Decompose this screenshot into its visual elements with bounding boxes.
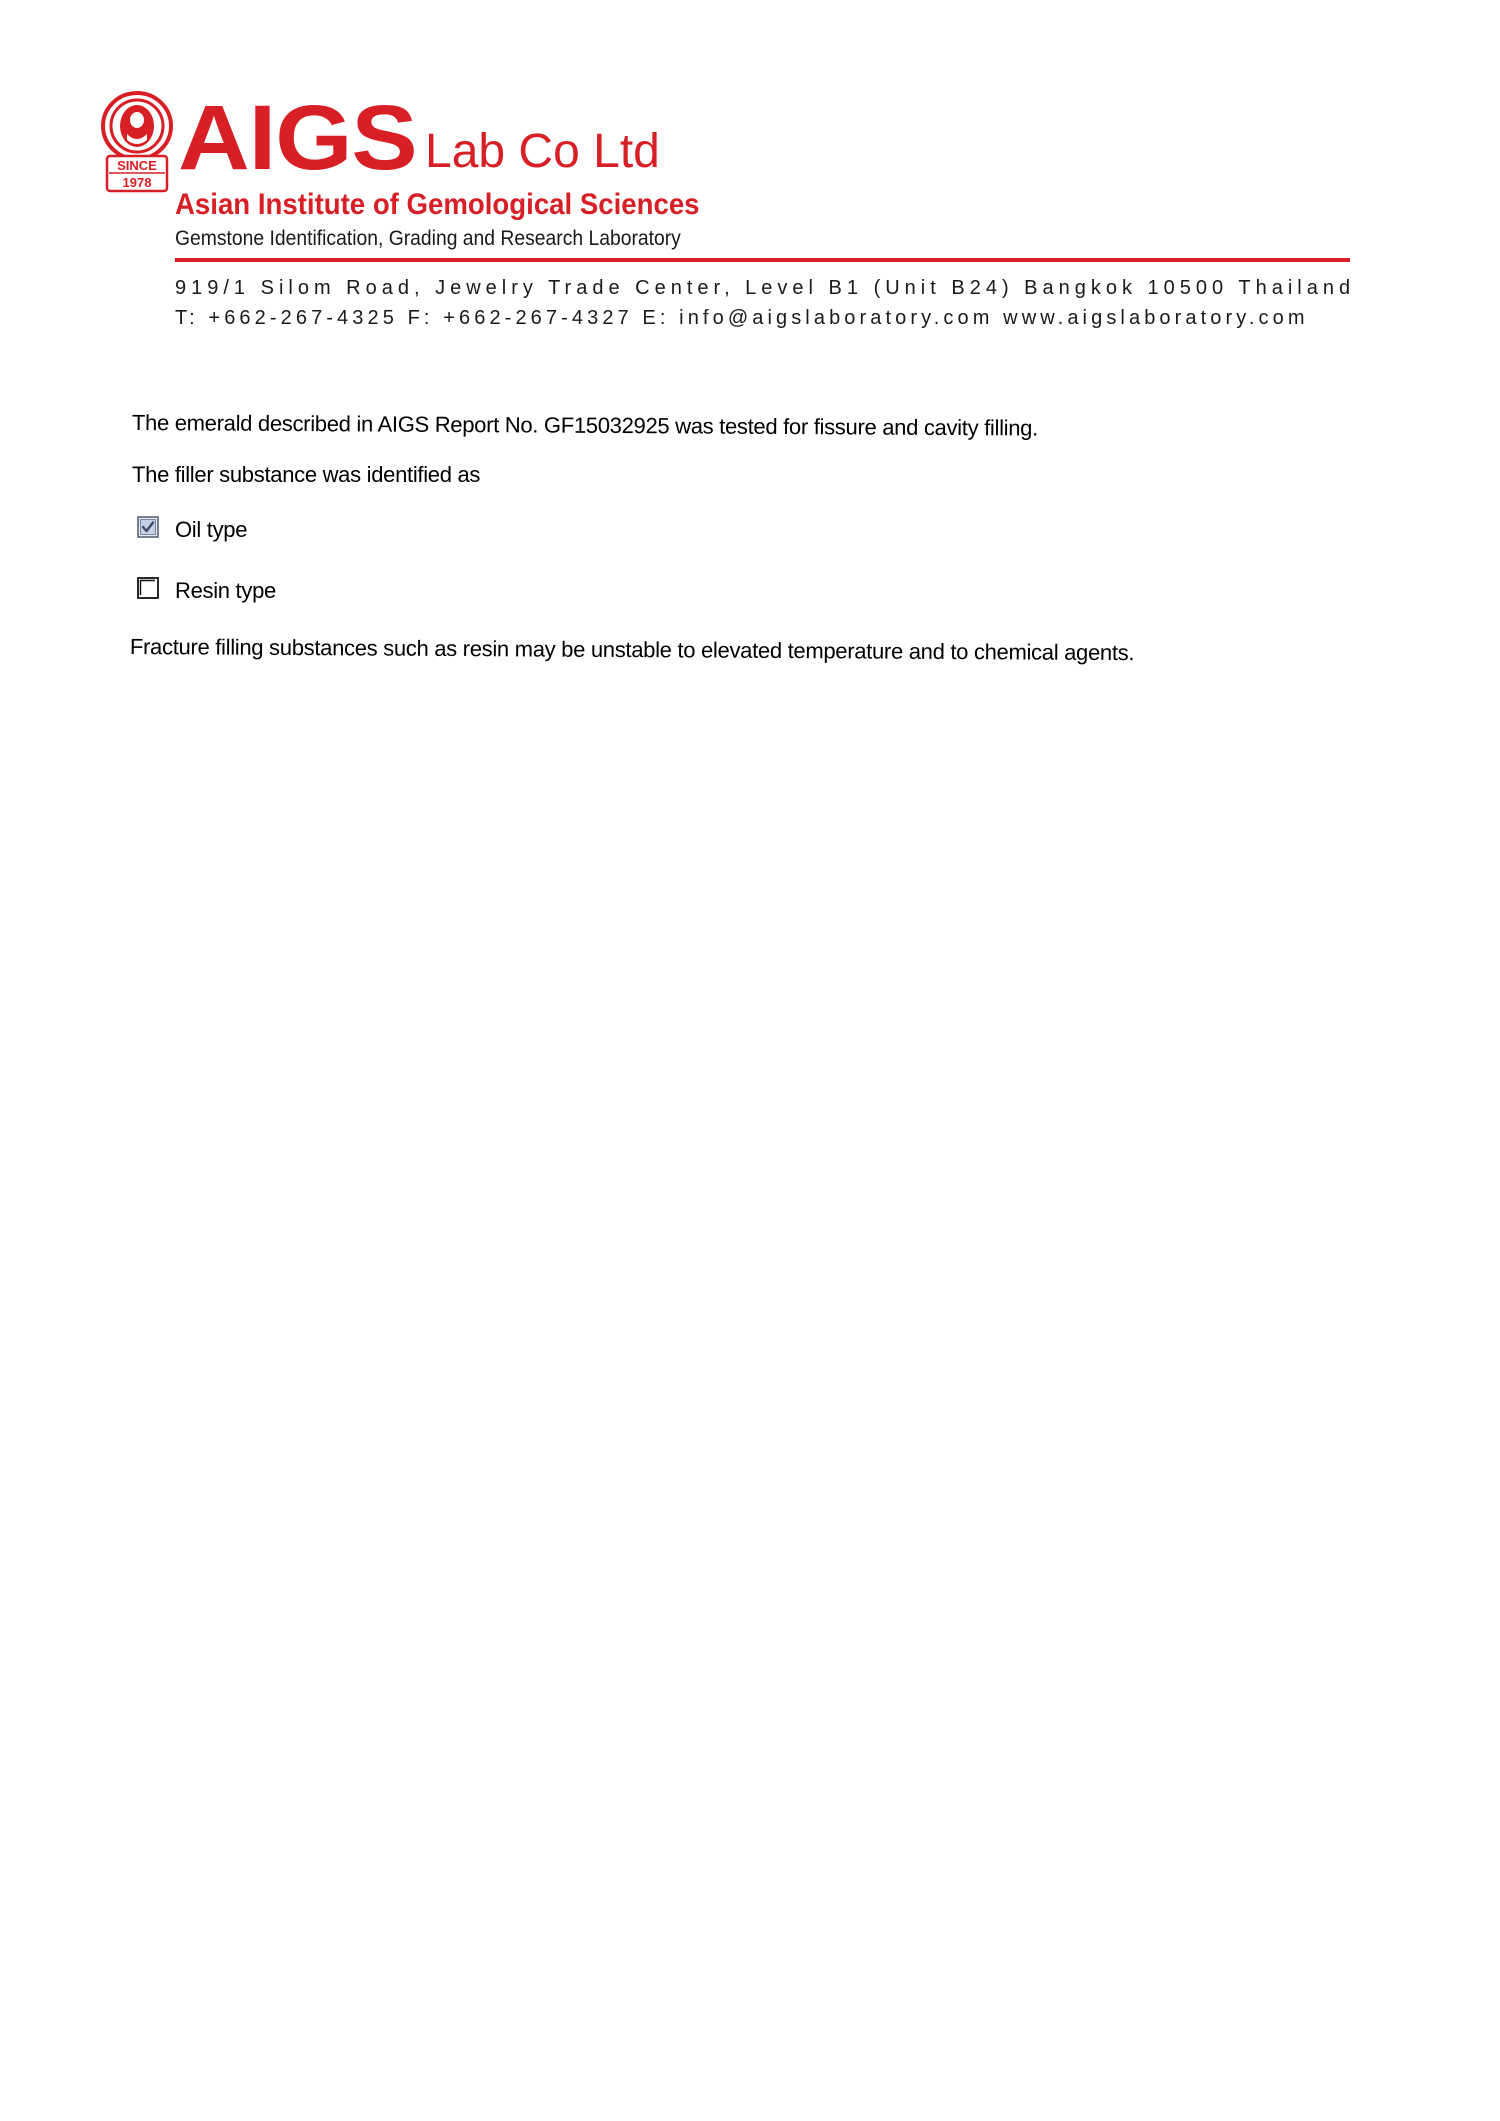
option-label-oil: Oil type [175,517,248,542]
letterhead [100,87,1356,350]
header-divider [175,258,1350,262]
address-line: 919/1 Silom Road, Jewelry Trade Center, Level B1 (Unit B24) Bangkok 10500 Thailand [175,277,1356,299]
since-year: 1978 [122,175,152,190]
unchecked-checkbox-icon [137,577,159,599]
option-label-resin: Resin type [175,578,276,603]
institute-name: Asian Institute of Gemological Sciences [175,188,700,221]
filler-prompt: The filler substance was identified as [132,462,481,487]
stability-note: Fracture filling substances such as resin may be unstable to elevated temperature and to chemical agents. [129,634,1135,666]
brand-name: AIGS [178,87,417,189]
lab-tagline: Gemstone Identification, Grading and Research Laboratory [175,227,681,250]
brand-suffix: Lab Co Ltd [425,125,660,178]
since-label: SINCE [117,158,157,173]
aigs-logo-emblem [100,90,175,195]
report-intro: The emerald described in AIGS Report No. GF15032925 was tested for fissure and cavity filling. [131,410,1039,441]
contact-line: T: +662-267-4325 F: +662-267-4327 E: info@aigslaboratory.com www.aigslaboratory.com [175,307,1309,329]
checked-checkbox-icon [137,516,159,538]
